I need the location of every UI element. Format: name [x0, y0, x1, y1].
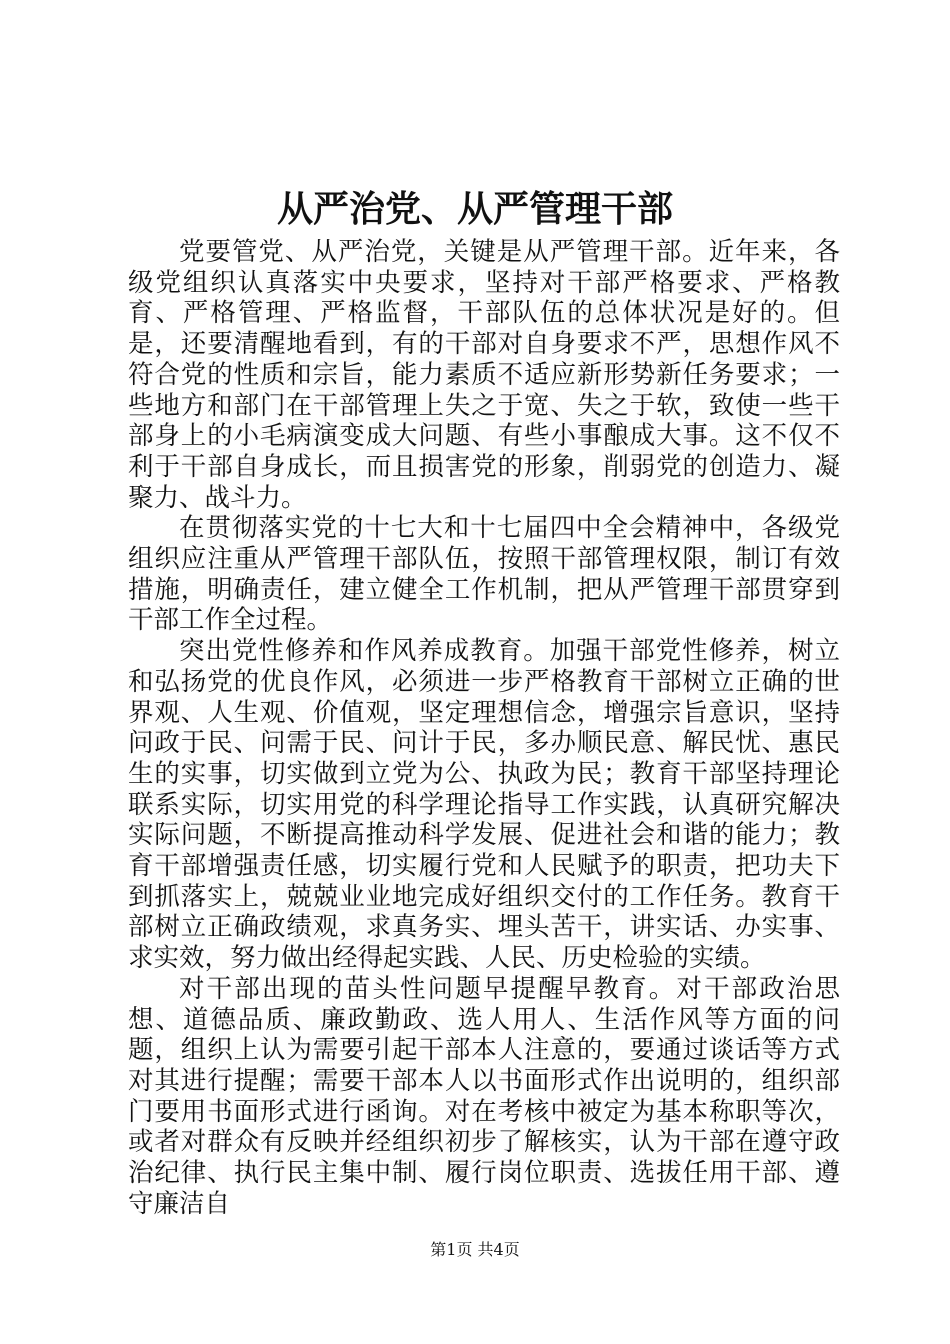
paragraph: 在贯彻落实党的十七大和十七届四中全会精神中，各级党组织应注重从严管理干部队伍，按照干部管理权限，制订有效措施，明确责任，建立健全工作机制，把从严管理干部贯穿到干部工作全过程。	[128, 513, 840, 636]
paragraph: 对干部出现的苗头性问题早提醒早教育。对干部政治思想、道德品质、廉政勤政、选人用人、生活作风等方面的问题，组织上认为需要引起干部本人注意的，要通过谈话等方式对其进行提醒；需要干部本人以书面形式作出说明的，组织部门要用书面形式进行函询。对在考核中被定为基本称职等次，或者对群众有反映并经组织初步了解核实，认为干部在遵守政治纪律、执行民主集中制、履行岗位职责、选拔任用干部、遵守廉洁自	[128, 973, 840, 1219]
paragraph: 突出党性修养和作风养成教育。加强干部党性修养，树立和弘扬党的优良作风，必须进一步严格教育干部树立正确的世界观、人生观、价值观，坚定理想信念，增强宗旨意识，坚持问政于民、问需于民、问计于民，多办顺民意、解民忧、惠民生的实事，切实做到立党为公、执政为民；教育干部坚持理论联系实际，切实用党的科学理论指导工作实践，认真研究解决实际问题，不断提高推动科学发展、促进社会和谐的能力；教育干部增强责任感，切实履行党和人民赋予的职责，把功夫下到抓落实上，兢兢业业地完成好组织交付的工作任务。教育干部树立正确政绩观，求真务实、埋头苦干，讲实话、办实事、求实效，努力做出经得起实践、人民、历史检验的实绩。	[128, 636, 840, 974]
document-title: 从严治党、从严管理干部	[276, 188, 673, 230]
paragraph: 党要管党、从严治党，关键是从严管理干部。近年来，各级党组织认真落实中央要求，坚持对干部严格要求、严格教育、严格管理、严格监督，干部队伍的总体状况是好的。但是，还要清醒地看到，有的干部对自身要求不严，思想作风不符合党的性质和宗旨，能力素质不适应新形势新任务要求；一些地方和部门在干部管理上失之于宽、失之于软，致使一些干部身上的小毛病演变成大问题、有些小事酿成大事。这不仅不利于干部自身成长，而且损害党的形象，削弱党的创造力、凝聚力、战斗力。	[128, 237, 840, 513]
page-number-footer: 第1页 共4页	[430, 1240, 520, 1259]
document-body	[128, 237, 840, 1220]
